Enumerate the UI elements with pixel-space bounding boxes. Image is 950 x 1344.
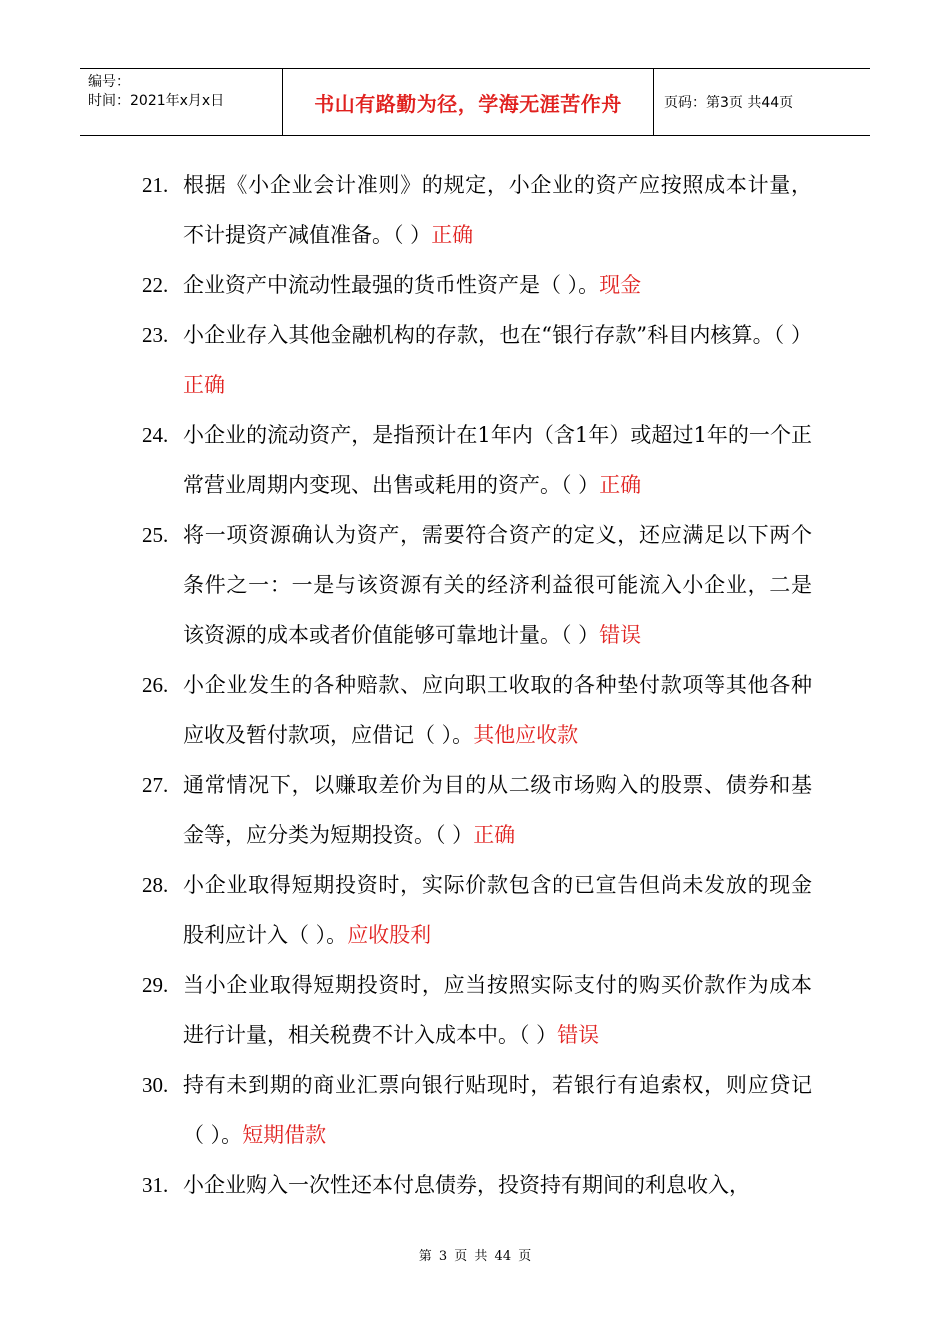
question-text: 当小企业取得短期投资时，应当按照实际支付的购买价款作为成本进行计量，相关税费不计入成本中。（ ）错误 [183, 973, 812, 1047]
number-label: 编号： [88, 74, 130, 90]
question-number: 25. [142, 523, 169, 547]
question-item [142, 310, 812, 410]
header-meta [80, 69, 283, 135]
question-number: 30. [142, 1073, 169, 1097]
question-answer: 正确 [183, 373, 225, 397]
question-answer: 正确 [599, 473, 642, 497]
header-page-info: 页码：第3页 共44页 [664, 95, 794, 111]
question-text: 小企业购入一次性还本付息债券，投资持有期间的利息收入， [183, 1173, 750, 1197]
question-answer: 错误 [557, 1023, 600, 1047]
question-text: 小企业存入其他金融机构的存款，也在“银行存款”科目内核算。（ ）正确 [183, 323, 812, 397]
question-list [142, 160, 812, 1210]
question-number: 28. [142, 873, 169, 897]
question-item [142, 860, 812, 960]
question-number: 22. [142, 273, 169, 297]
question-number: 23. [142, 323, 169, 347]
question-text: 小企业的流动资产，是指预计在1年内（含1年）或超过1年的一个正常营业周期内变现、出售或耗用的资产。（ ）正确 [183, 423, 812, 497]
page-header [80, 68, 870, 136]
question-answer: 短期借款 [242, 1123, 327, 1147]
question-answer: 错误 [599, 623, 642, 647]
question-number: 31. [142, 1173, 169, 1197]
question-answer: 正确 [431, 223, 474, 247]
time-label: 时间：2021年x月x日 [88, 93, 225, 109]
question-item [142, 660, 812, 760]
question-answer: 其他应收款 [473, 723, 579, 747]
question-text: 通常情况下，以赚取差价为目的从二级市场购入的股票、债券和基金等，应分类为短期投资。（ ）正确 [183, 773, 812, 847]
question-number: 27. [142, 773, 169, 797]
question-text: 持有未到期的商业汇票向银行贴现时，若银行有追索权，则应贷记（ ）。短期借款 [183, 1073, 812, 1147]
question-answer: 现金 [599, 273, 642, 297]
question-item [142, 160, 812, 260]
question-text: 小企业取得短期投资时，实际价款包含的已宣告但尚未发放的现金股利应计入（ ）。应收股利 [183, 873, 812, 947]
question-item [142, 510, 812, 660]
question-text: 根据《小企业会计准则》的规定，小企业的资产应按照成本计量，不计提资产减值准备。（ ）正确 [183, 173, 812, 247]
question-item [142, 1160, 812, 1210]
question-answer: 应收股利 [347, 923, 432, 947]
question-text: 企业资产中流动性最强的货币性资产是（ ）。现金 [183, 273, 642, 297]
question-number: 26. [142, 673, 169, 697]
question-number: 21. [142, 173, 169, 197]
question-item [142, 760, 812, 860]
page-footer: 第 3 页 共 44 页 [418, 1249, 532, 1264]
question-text: 小企业发生的各种赔款、应向职工收取的各种垫付款项等其他各种应收及暂付款项，应借记（ ）。其他应收款 [183, 673, 812, 747]
header-motto: 书山有路勤为径，学海无涯苦作舟 [283, 69, 654, 135]
question-item [142, 410, 812, 510]
question-text: 将一项资源确认为资产，需要符合资产的定义，还应满足以下两个条件之一：一是与该资源有关的经济利益很可能流入小企业，二是该资源的成本或者价值能够可靠地计量。（ ）错误 [183, 523, 812, 647]
question-item [142, 960, 812, 1060]
question-item [142, 260, 812, 310]
question-answer: 正确 [473, 823, 516, 847]
question-number: 24. [142, 423, 169, 447]
question-number: 29. [142, 973, 169, 997]
question-item [142, 1060, 812, 1160]
